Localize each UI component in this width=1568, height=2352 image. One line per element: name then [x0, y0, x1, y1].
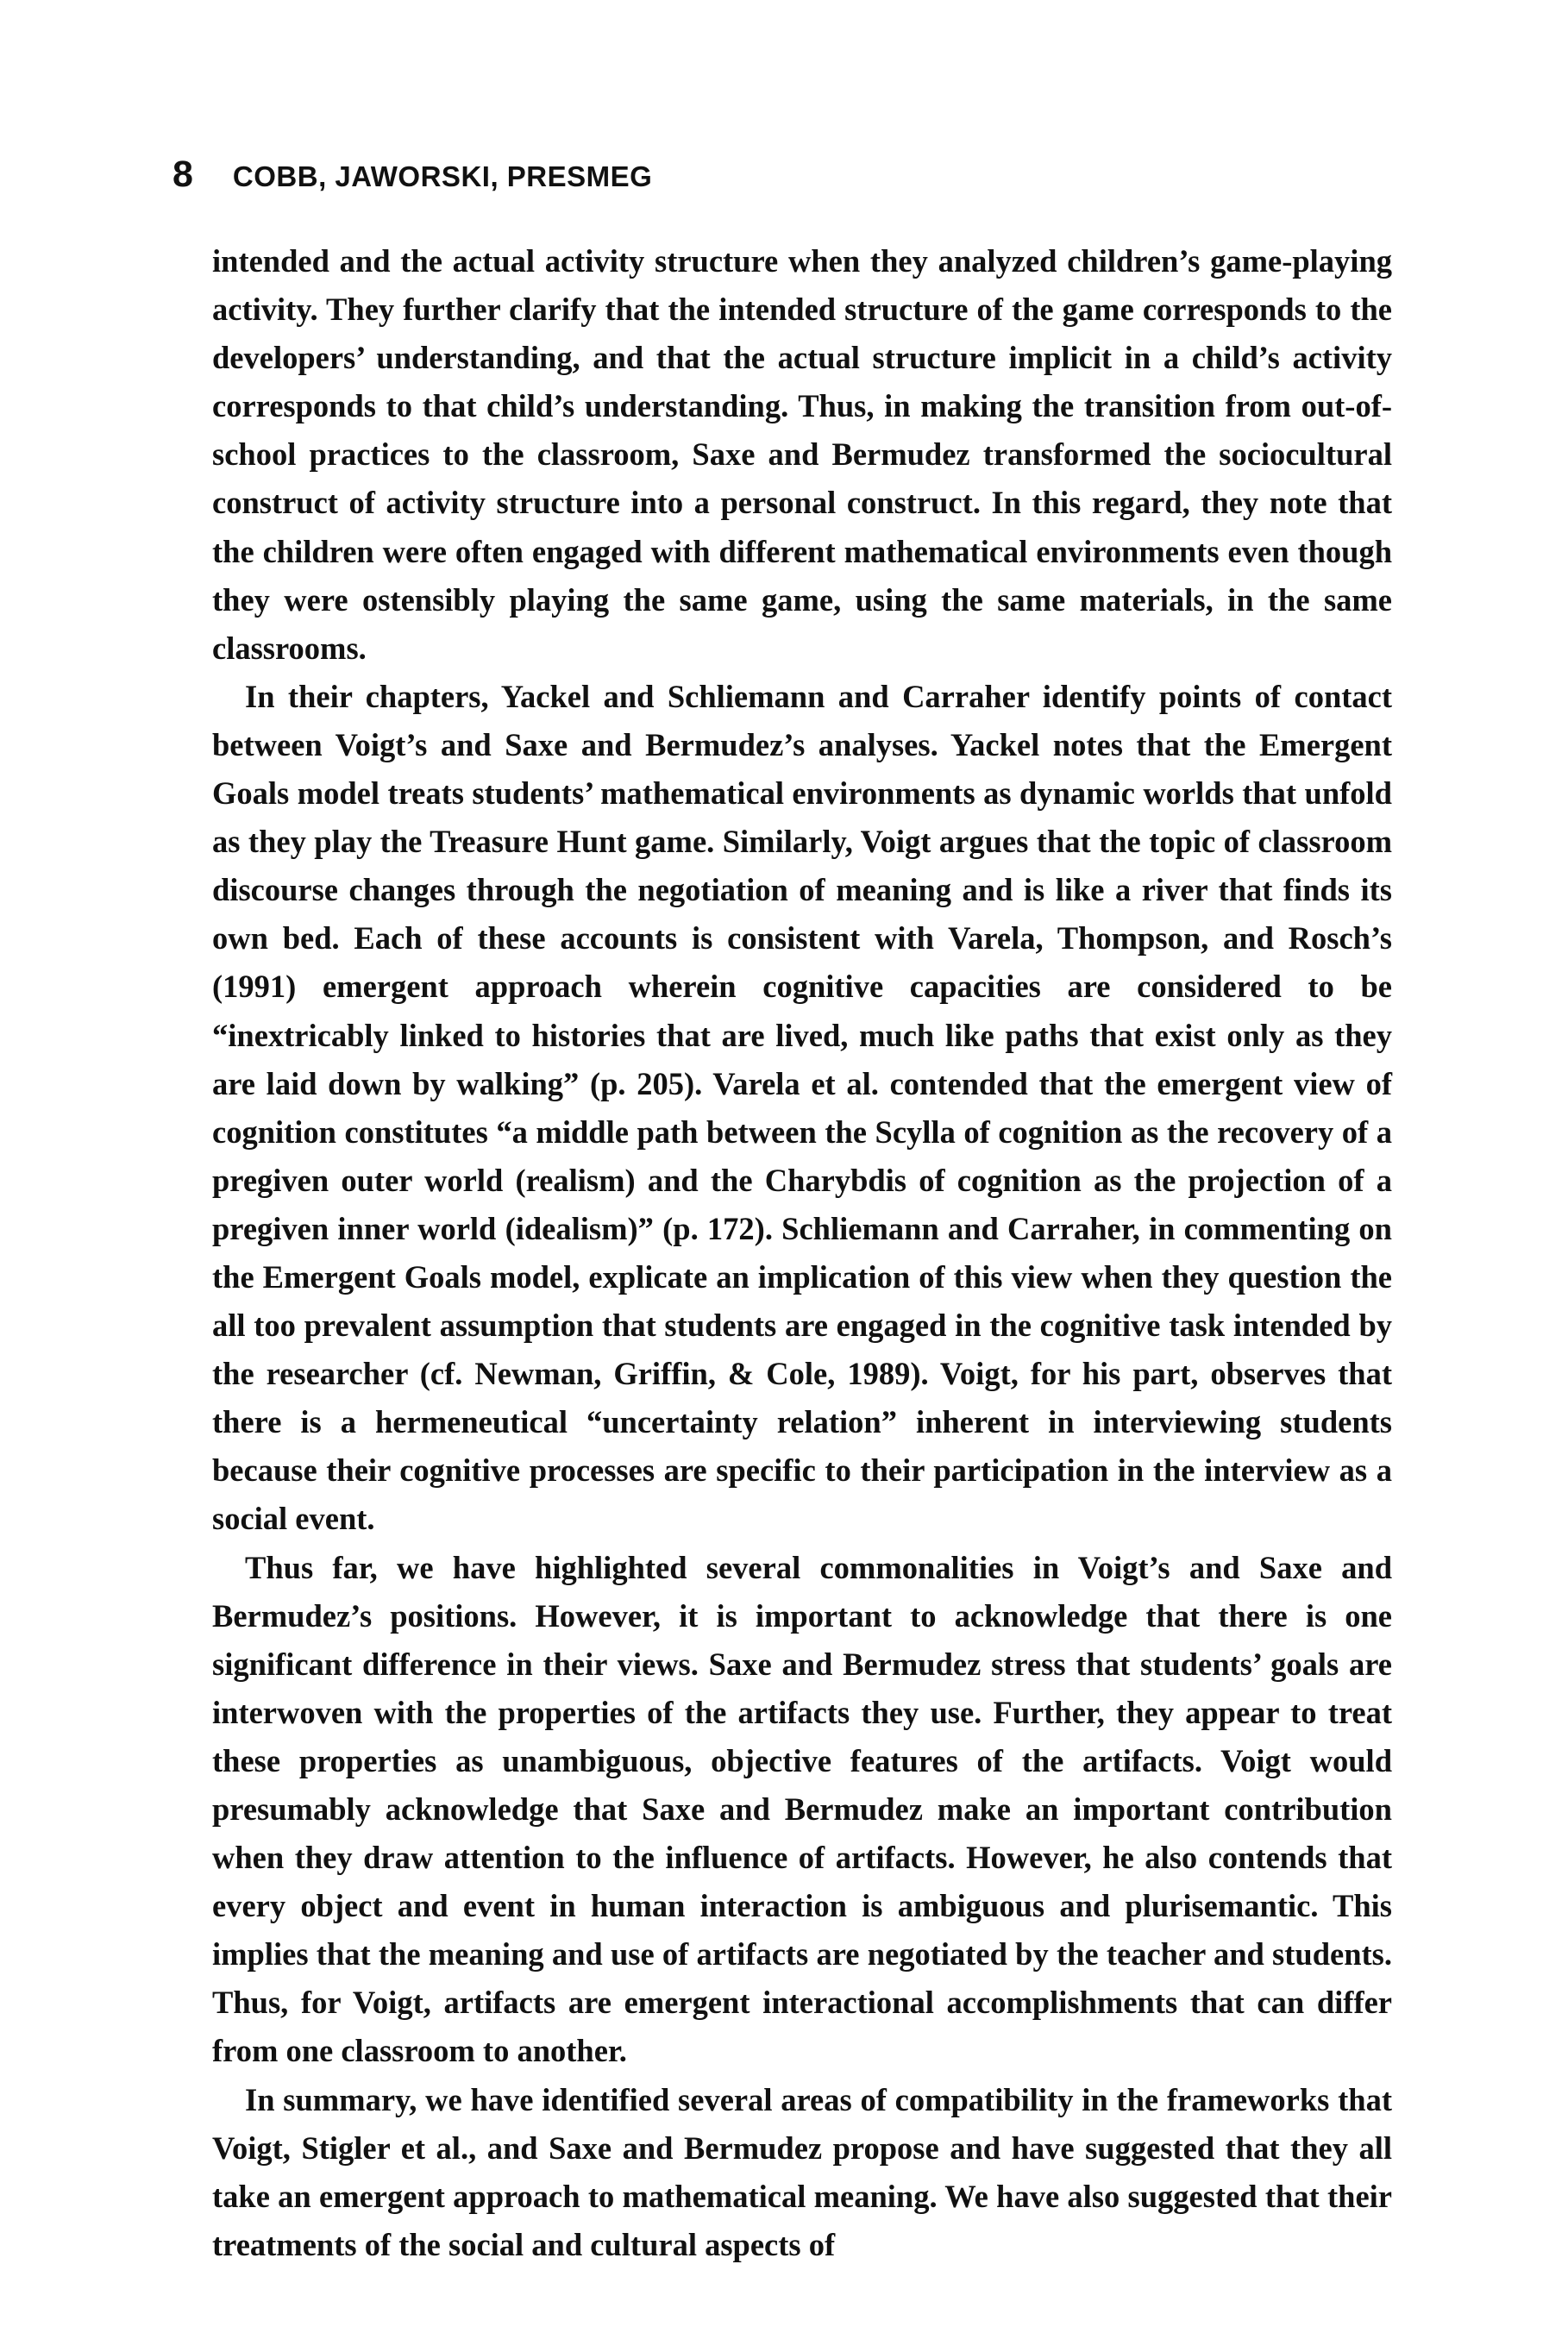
paragraph: In summary, we have identified several areas of compatibility in the frameworks that Voigt, Stigler et al., and Saxe and Bermudez propose and have suggested that they all take an emergent approach to mathematical meaning. We have also suggested that their treatments of the social and cultural aspects of: [212, 2081, 1392, 2262]
paragraph: intended and the actual activity structure when they analyzed children’s game-playing activity. They further clarify that the intended structure of the game corresponds to the developers’ understanding, and that the actual structure implicit in a child’s activity corresponds to that child’s understanding. Thus, in making the transition from out-of-school practices to the classroom, Saxe and Bermudez transformed the sociocultural construct of activity structure into a personal construct. In this regard, they note that the children were often engaged with different mathematical environments even though they were ostensibly playing the same game, using the same materials, in the same classrooms.: [212, 243, 1392, 666]
paragraph: Thus far, we have highlighted several commonalities in Voigt’s and Saxe and Bermudez’s positions. However, it is important to acknowledge that there is one significant difference in their views. Saxe and Bermudez stress that students’ goals are interwoven with the properties of the artifacts they use. Further, they appear to treat these properties as unambiguous, objective features of the artifacts. Voigt would presumably acknowledge that Saxe and Bermudez make an important contribution when they draw attention to the influence of artifacts. However, he also contends that every object and event in human interaction is ambiguous and plurisemantic. This implies that the meaning and use of artifacts are negotiated by the teacher and students. Thus, for Voigt, artifacts are emergent interactional accomplishments that can differ from one classroom to another.: [212, 1549, 1392, 2069]
running-head-authors: COBB, JAWORSKI, PRESMEG: [232, 160, 653, 192]
body-text: [212, 237, 1392, 2269]
page-number: 8: [172, 154, 193, 195]
paragraph: In their chapters, Yackel and Schliemann and Carraher identify points of contact between Voigt’s and Saxe and Bermudez’s analyses. Yackel notes that the Emergent Goals model treats students’ mathematical environments as dynamic worlds that unfold as they play the Treasure Hunt game. Similarly, Voigt argues that the topic of classroom discourse changes through the negotiation of meaning and is like a river that finds its own bed. Each of these accounts is consistent with Varela, Thompson, and Rosch’s (1991) emergent approach wherein cognitive capacities are considered to be “inextricably linked to histories that are lived, much like paths that exist only as they are laid down by walking” (p. 205). Varela et al. contended that the emergent view of cognition constitutes “a middle path between the Scylla of cognition as the recovery of a pregiven outer world (realism) and the Charybdis of cognition as the projection of a pregiven inner world (idealism)” (p. 172). Schliemann and Carraher, in commenting on the Emergent Goals model, explicate an implication of this view when they question the all too prevalent assumption that students are engaged in the cognitive task intended by the researcher (cf. Newman, Griffin, & Cole, 1989). Voigt, for his part, observes that there is a hermeneutical “uncertainty relation” inherent in interviewing students because their cognitive processes are specific to their participation in the interview as a social event.: [212, 678, 1392, 1537]
running-head: [172, 154, 652, 197]
